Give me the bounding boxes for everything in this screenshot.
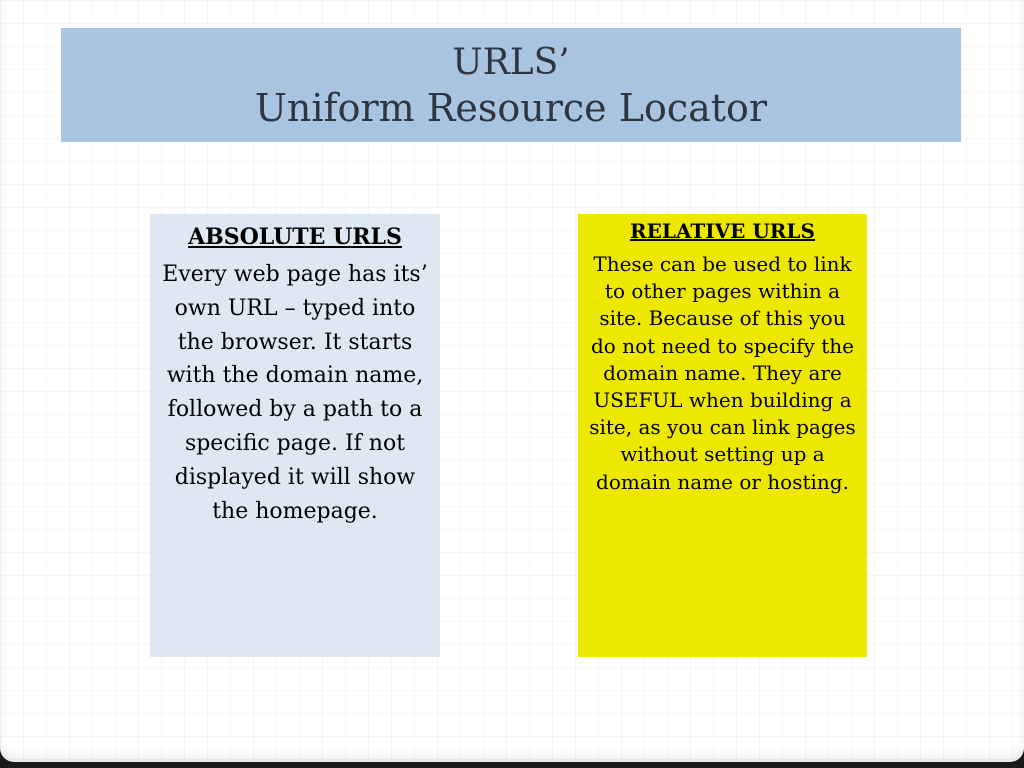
slide-subtitle: Uniform Resource Locator [254,86,768,130]
absolute-urls-heading: ABSOLUTE URLS [188,224,402,250]
title-bar [61,28,961,142]
relative-urls-box [578,214,867,657]
relative-urls-text: These can be used to link to other pages within a site. Because of this you do not need to specify the domain name. They are USEFUL when building a site, as you can link pages without setting up a domain name or hosting. [589,252,856,494]
absolute-urls-box [150,214,440,657]
relative-urls-heading: RELATIVE URLS [630,219,815,243]
absolute-urls-text: Every web page has its’ own URL – typed into the browser. It starts with the domain name, followed by a path to a specific page. If not displayed it will show the homepage. [162,262,428,524]
slide-title: URLS’ [452,42,570,83]
